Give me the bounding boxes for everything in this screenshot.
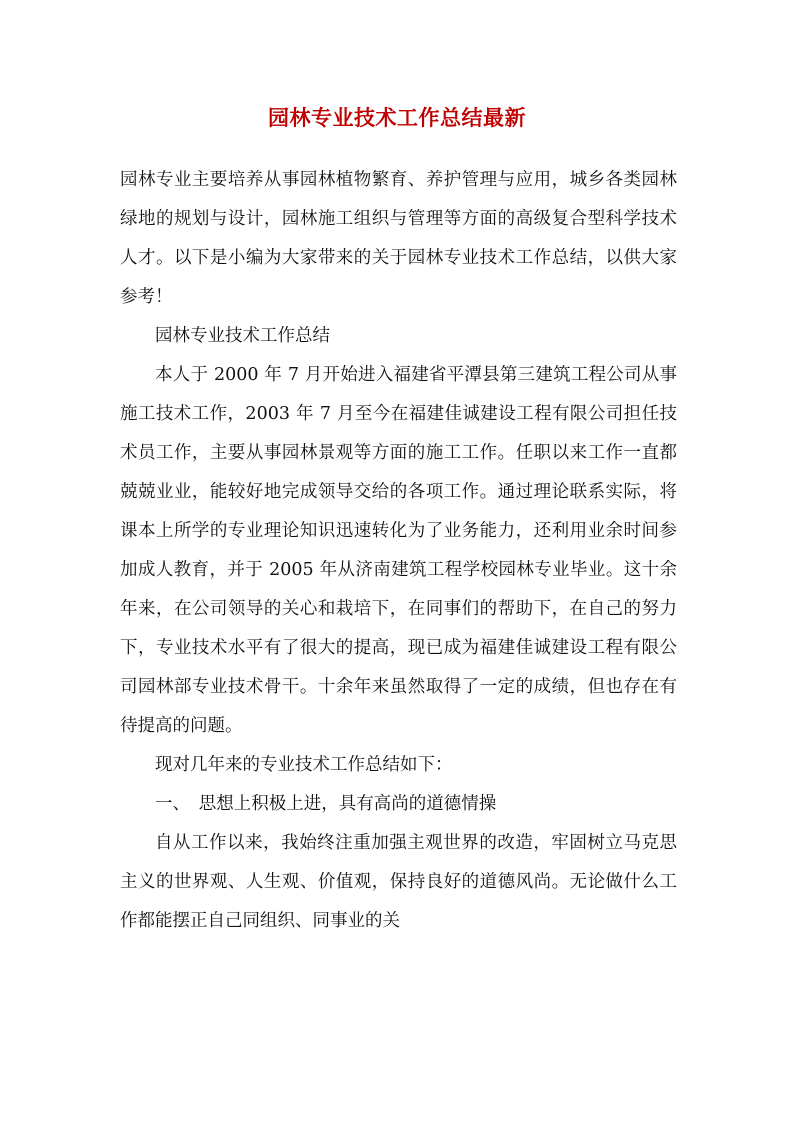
- ideology-paragraph: 自从工作以来，我始终注重加强主观世界的改造，牢固树立马克思主义的世界观、人生观、价值观，保持良好的道德风尚。无论做什么工作都能摆正自己同组织、同事业的关: [120, 833, 677, 931]
- document-title: 园林专业技术工作总结最新: [268, 106, 526, 130]
- document-body: [120, 161, 677, 941]
- subsection-heading: 一、 思想上积极上进，具有高尚的道德情操: [155, 794, 497, 814]
- summary-intro-paragraph: 现对几年来的专业技术工作总结如下：: [155, 755, 453, 775]
- experience-paragraph: 本人于 2000 年 7 月开始进入福建省平潭县第三建筑工程公司从事施工技术工作，2003 年 7 月至今在福建佳诚建设工程有限公司担任技术员工作，主要从事园林景观等方面的施工工作。任职以来工作一直都兢兢业业，能较好地完成领导交给的各项工作。通过理论联系实际，将课本上所学的专业理论知识迅速转化为了业务能力，还利用业余时间参加成人教育，并于 2005 年从济南建筑工程学校园林专业毕业。这十余年来，在公司领导的关心和栽培下，在同事们的帮助下，在自己的努力下，专业技术水平有了很大的提高，现已成为福建佳诚建设工程有限公司园林部专业技术骨干。十余年来虽然取得了一定的成绩，但也存在有待提高的问题。: [120, 365, 677, 736]
- intro-paragraph: 园林专业主要培养从事园林植物繁育、养护管理与应用，城乡各类园林绿地的规划与设计，园林施工组织与管理等方面的高级复合型科学技术人才。以下是小编为大家带来的关于园林专业技术工作总结，以供大家参考！: [120, 170, 677, 307]
- section-heading: 园林专业技术工作总结: [155, 326, 330, 346]
